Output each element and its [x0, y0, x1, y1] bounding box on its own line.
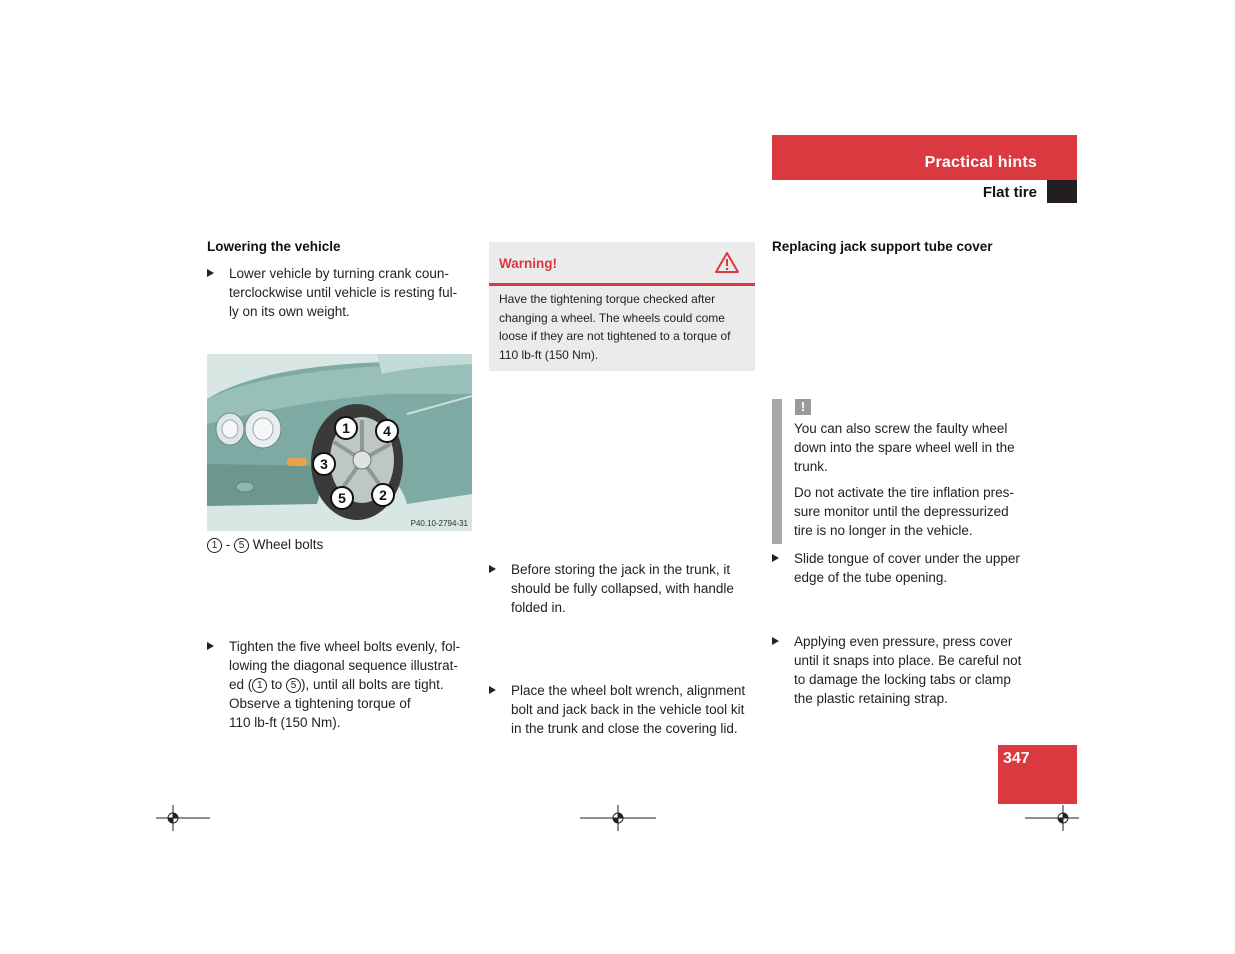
- note-paragraph: Do not activate the tire inflation pres- sure monitor until the depressurized tire is no longer in the vehicle.: [794, 485, 1014, 538]
- figure-code: P40.10-2794-31: [410, 519, 468, 528]
- warning-box: [489, 242, 755, 371]
- callout-label: 2: [379, 487, 387, 503]
- bolt-callouts: [207, 354, 472, 531]
- callout-ref: 1: [207, 538, 222, 553]
- note-sidebar: [772, 399, 782, 544]
- figure-legend: 1 - 5 Wheel bolts: [207, 535, 323, 554]
- bullet-arrow-icon: [489, 686, 496, 694]
- subsection-title: Flat tire: [982, 184, 1037, 201]
- list-item: Place the wheel bolt wrench, alignment bolt and jack back in the vehicle tool kit in the trunk and close the covering lid.: [489, 681, 781, 738]
- callout-label: 4: [383, 423, 391, 439]
- bullet-arrow-icon: [207, 642, 214, 650]
- page-number-box: [998, 745, 1077, 804]
- callout-label: 1: [342, 420, 350, 436]
- bullet-arrow-icon: [207, 269, 214, 277]
- wheel-bolts-illustration: [207, 354, 472, 531]
- bullet-arrow-icon: [772, 637, 779, 645]
- replacing-heading: Replacing jack support tube cover: [772, 239, 993, 254]
- lowering-heading: Lowering the vehicle: [207, 239, 341, 254]
- list-item: Before storing the jack in the trunk, it should be fully collapsed, with handle folded in.: [489, 560, 781, 617]
- warning-triangle-icon: [714, 251, 740, 274]
- header-marker: [1047, 180, 1077, 203]
- page-number: 347: [1003, 750, 1030, 767]
- callout-ref: 5: [286, 678, 301, 693]
- list-item: Tighten the five wheel bolts evenly, fol- lowing the diagonal sequence illustrat- ed ( 1 to 5 ), until all bolts are tight. Observe a tightening torque of 110 lb-ft (150 Nm).: [207, 637, 499, 732]
- registration-mark-icon: [580, 803, 656, 831]
- callout-label: 3: [320, 456, 328, 472]
- note-paragraph: You can also screw the faulty wheel down into the spare wheel well in the trunk.: [794, 421, 1015, 474]
- callout-label: 5: [338, 490, 346, 506]
- section-title: Practical hints: [924, 154, 1037, 171]
- list-item: Applying even pressure, press cover until it snaps into place. Be careful not to damage the locking tabs or clamp the plastic retaining strap.: [772, 632, 1069, 708]
- callout-ref: 1: [252, 678, 267, 693]
- registration-mark-icon: [156, 803, 210, 831]
- exclamation-icon: !: [795, 399, 811, 415]
- registration-mark-icon: [1025, 803, 1079, 831]
- list-item: Lower vehicle by turning crank coun- terclockwise until vehicle is resting ful- ly on its own weight.: [207, 264, 499, 321]
- section-header-bar: [772, 135, 1077, 180]
- bullet-arrow-icon: [772, 554, 779, 562]
- callout-ref: 5: [234, 538, 249, 553]
- list-item: Slide tongue of cover under the upper edge of the tube opening.: [772, 549, 1069, 587]
- warning-title: Warning!: [499, 256, 557, 271]
- warning-text: Have the tightening torque checked after changing a wheel. The wheels could come loose if they are not tightened to a torque of 110 lb-ft (150 Nm).: [499, 292, 731, 363]
- bullet-arrow-icon: [489, 565, 496, 573]
- warning-divider: [489, 283, 755, 286]
